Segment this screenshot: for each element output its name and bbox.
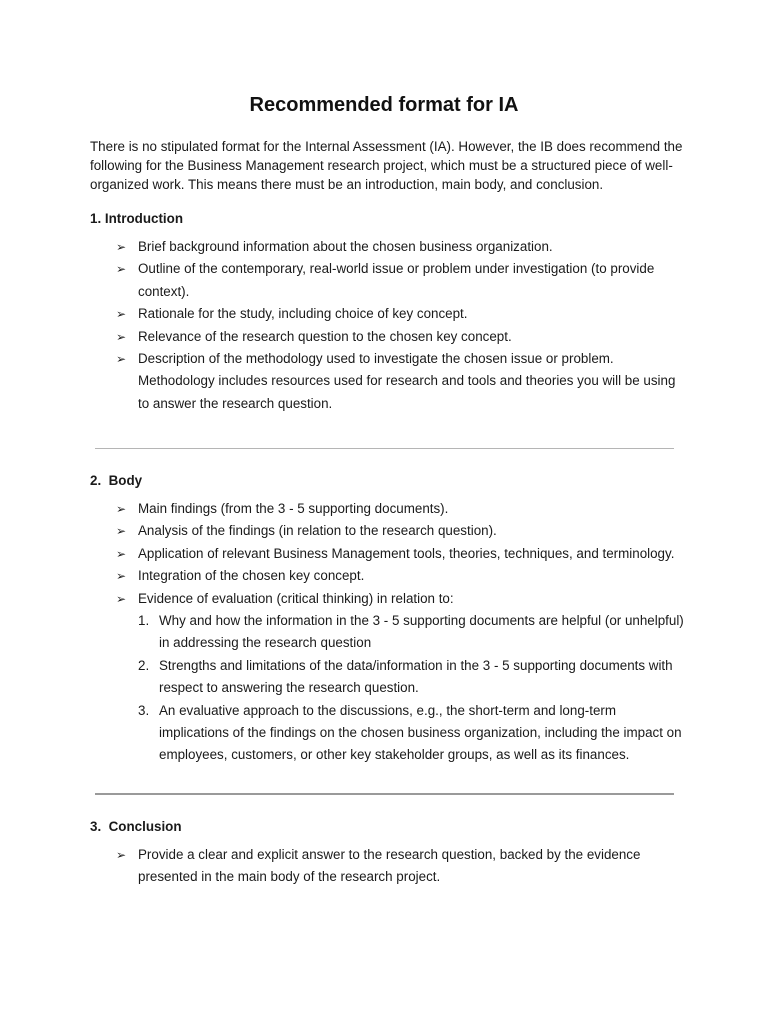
- item-number: 3.: [138, 702, 150, 718]
- list-item: [116, 348, 686, 415]
- list-item-text: Description of the methodology used to investigate the chosen issue or problem. Methodology includes resources used for research and tools and theories you will be using to answer the research question.: [138, 351, 676, 411]
- numbered-item: [138, 700, 686, 767]
- section-number: 1.: [90, 211, 102, 226]
- introduction-bullet-list: [116, 236, 686, 415]
- list-item: [116, 520, 686, 542]
- item-number: 1.: [138, 613, 150, 629]
- section-heading-body: [90, 471, 142, 490]
- item-number: 2.: [138, 657, 150, 673]
- list-item-text: Brief background information about the chosen business organization.: [138, 239, 553, 254]
- list-item-text: Analysis of the findings (in relation to the research question).: [138, 523, 497, 539]
- section-title: Introduction: [104, 211, 184, 226]
- list-item-text: Provide a clear and explicit answer to the research question, backed by the evidence presented in the main body of the research project.: [138, 847, 641, 885]
- list-item: [116, 543, 686, 565]
- item-text: An evaluative approach to the discussions, e.g., the short-term and long-term implications of the findings on the chosen business organization, including the impact on employees, customers, or other key stakeholder groups, as well as its finances.: [159, 702, 682, 763]
- conclusion-bullet-list: [116, 844, 686, 889]
- list-item: [116, 565, 686, 587]
- arrow-bullet-icon: ➢: [116, 848, 127, 862]
- list-item: [116, 588, 686, 767]
- item-text: Strengths and limitations of the data/information in the 3 - 5 supporting documents with respect to answering the research question.: [159, 657, 673, 696]
- arrow-bullet-icon: ➢: [116, 524, 127, 539]
- evaluation-numbered-list: [138, 610, 686, 767]
- numbered-item: [138, 655, 686, 700]
- arrow-bullet-icon: ➢: [116, 591, 127, 606]
- arrow-bullet-icon: ➢: [116, 502, 127, 516]
- numbered-item: [138, 610, 686, 655]
- arrow-bullet-icon: ➢: [116, 546, 127, 561]
- list-item: [116, 303, 686, 325]
- section-title: Conclusion: [108, 819, 182, 834]
- list-item-text: Integration of the chosen key concept.: [138, 568, 365, 584]
- list-item: [116, 844, 686, 889]
- arrow-bullet-icon: ➢: [116, 240, 127, 254]
- arrow-bullet-icon: ➢: [116, 352, 127, 367]
- list-item-text: Outline of the contemporary, real-world issue or problem under investigation (to provide context).: [138, 261, 655, 299]
- section-heading-introduction: [90, 209, 183, 228]
- arrow-bullet-icon: ➢: [116, 307, 127, 322]
- list-item-text: Application of relevant Business Management tools, theories, techniques, and terminology.: [138, 545, 675, 561]
- list-item: [116, 498, 686, 520]
- arrow-bullet-icon: ➢: [116, 329, 127, 344]
- list-item: [116, 326, 686, 348]
- arrow-bullet-icon: ➢: [116, 262, 127, 277]
- list-item: [116, 236, 686, 258]
- section-divider: [95, 448, 674, 449]
- list-item: [116, 258, 686, 303]
- body-bullet-list: [116, 498, 686, 767]
- intro-paragraph: There is no stipulated format for the Internal Assessment (IA). However, the IB does recommend the following for the Business Management research project, which must be a structured piece of well-organized work. This means there must be an introduction, main body, and conclusion.: [90, 139, 683, 192]
- list-item-text: Rationale for the study, including choice of key concept.: [138, 306, 468, 322]
- page-title: Recommended format for IA: [249, 94, 519, 116]
- section-number: 2.: [90, 473, 102, 488]
- list-item-text: Main findings (from the 3 - 5 supporting documents).: [138, 501, 449, 516]
- list-item-text: Evidence of evaluation (critical thinking) in relation to:: [138, 590, 454, 606]
- section-title: Body: [108, 473, 143, 488]
- section-heading-conclusion: [90, 817, 182, 836]
- arrow-bullet-icon: ➢: [116, 569, 127, 584]
- section-divider: [95, 793, 674, 795]
- section-number: 3.: [90, 819, 102, 834]
- item-text: Why and how the information in the 3 - 5 supporting documents are helpful (or unhelpful) in addressing the research question: [159, 613, 684, 651]
- list-item-text: Relevance of the research question to the chosen key concept.: [138, 328, 512, 344]
